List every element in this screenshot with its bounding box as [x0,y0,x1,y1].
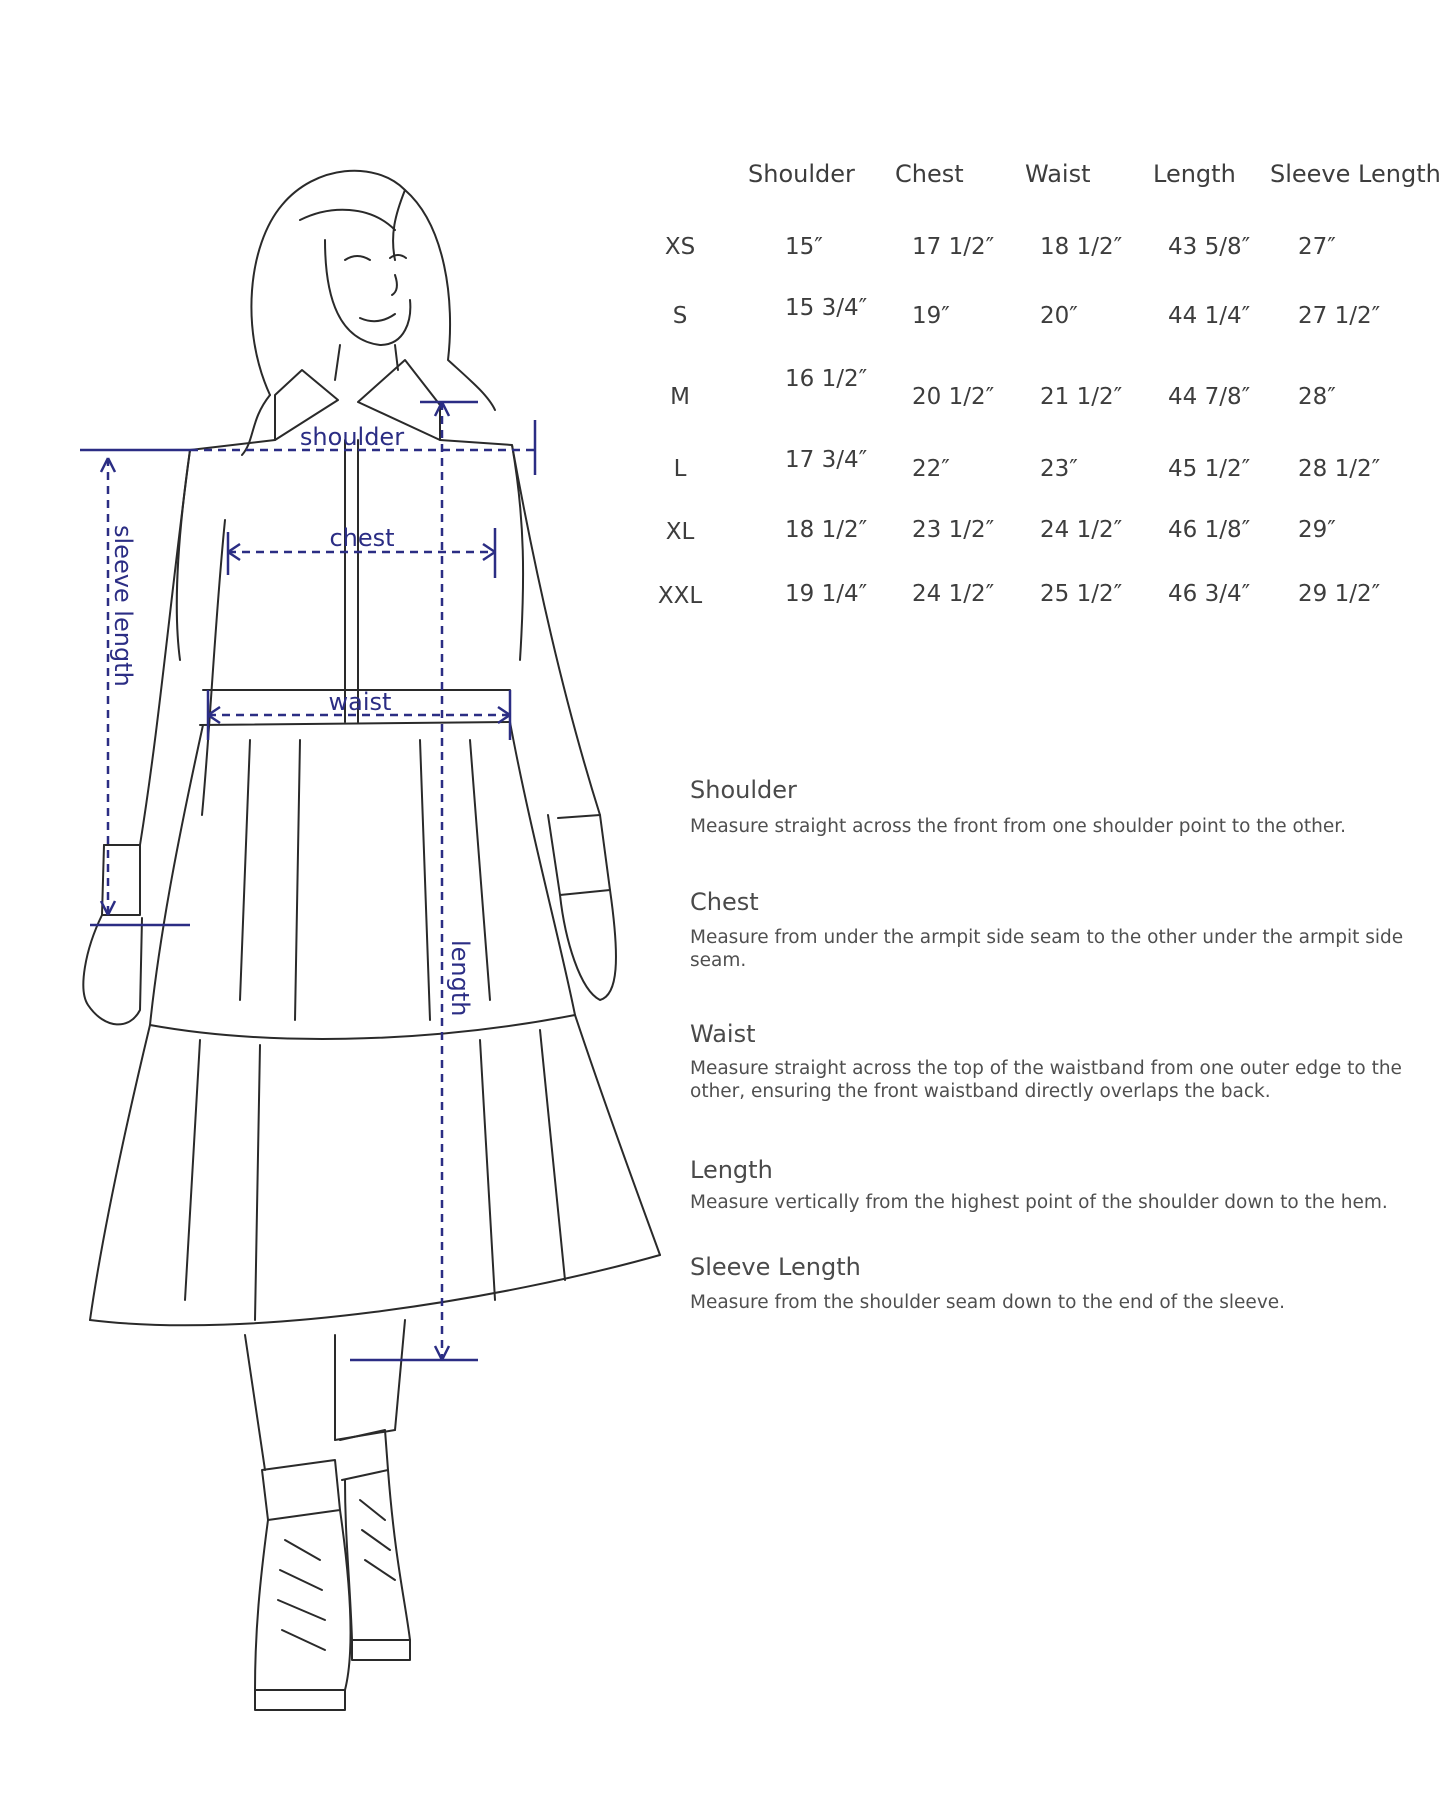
size-label: L [673,456,687,482]
table-cell: 21 1/2″ [1040,384,1123,410]
table-cell: 25 1/2″ [1040,581,1123,607]
table-cell: 17 3/4″ [785,447,868,473]
table-cell: 19″ [912,303,950,329]
table-cell: 46 3/4″ [1168,581,1251,607]
sleeve-length-label: sleeve length [109,525,137,687]
table-cell: 18 1/2″ [1040,234,1123,260]
guide-description-shoulder: Measure straight across the front from one shoulder point to the other. [690,816,1347,837]
column-header-chest: Chest [895,160,964,188]
table-cell: 45 1/2″ [1168,456,1251,482]
table-cell: 29 1/2″ [1298,581,1381,607]
table-cell: 22″ [912,456,950,482]
table-cell: 18 1/2″ [785,517,868,543]
guide-term-waist: Waist [690,1020,756,1048]
table-cell: 44 7/8″ [1168,384,1251,410]
table-cell: 28″ [1298,384,1336,410]
table-cell: 15 3/4″ [785,295,868,321]
table-cell: 28 1/2″ [1298,456,1381,482]
table-cell: 15″ [785,234,823,260]
guide-description-waist: Measure straight across the top of the waistband from one outer edge to the other, ensuring the front waistband directly overlaps the back. [690,1058,1402,1102]
table-cell: 27 1/2″ [1298,303,1381,329]
table-cell: 44 1/4″ [1168,303,1251,329]
guide-description-chest: Measure from under the armpit side seam to the other under the armpit side seam. [690,927,1404,971]
size-label: M [670,384,690,410]
length-label: length [446,940,474,1017]
size-label: XS [664,234,696,260]
size-label: XL [665,519,695,545]
table-cell: 46 1/8″ [1168,517,1251,543]
measurement-lines [80,402,535,1360]
table-cell: 20″ [1040,303,1078,329]
table-cell: 23 1/2″ [912,517,995,543]
table-cell: 20 1/2″ [912,384,995,410]
guide-term-length: Length [690,1156,773,1184]
guide-description-length: Measure vertically from the highest point of the shoulder down to the hem. [690,1192,1388,1213]
guide-term-shoulder: Shoulder [690,776,797,804]
table-cell: 19 1/4″ [785,581,868,607]
column-header-shoulder: Shoulder [748,160,855,188]
size-label: XXL [657,583,703,609]
table-cell: 17 1/2″ [912,234,995,260]
guide-term-sleeve-length: Sleeve Length [690,1253,861,1281]
guide-term-chest: Chest [690,888,759,916]
table-cell: 24 1/2″ [912,581,995,607]
table-cell: 24 1/2″ [1040,517,1123,543]
column-header-sleeve-length: Sleeve Length [1270,160,1441,188]
table-cell: 23″ [1040,456,1078,482]
guide-description-sleeve-length: Measure from the shoulder seam down to the end of the sleeve. [690,1292,1286,1313]
table-cell: 43 5/8″ [1168,234,1251,260]
table-cell: 29″ [1298,517,1336,543]
waist-label: waist [328,688,392,716]
table-cell: 16 1/2″ [785,366,868,392]
woman-figure-outline [83,171,660,1710]
column-header-waist: Waist [1025,160,1091,188]
column-header-length: Length [1153,160,1236,188]
shoulder-label: shoulder [299,423,405,451]
table-cell: 27″ [1298,234,1336,260]
chest-label: chest [329,524,395,552]
size-label: S [672,303,688,329]
